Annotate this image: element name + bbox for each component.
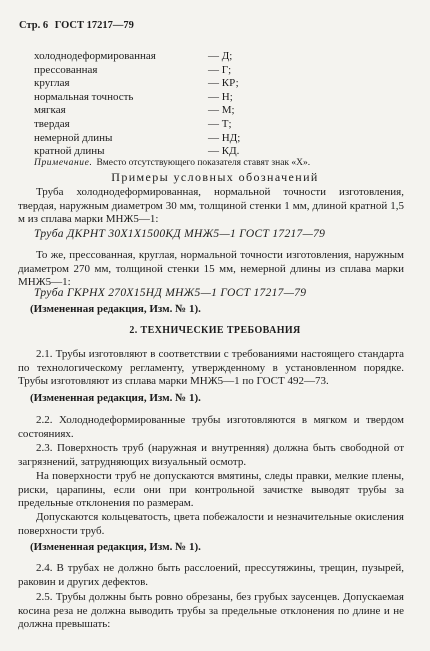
designation-row [34, 104, 298, 118]
designation-label: немерной длины [34, 131, 113, 144]
clause-2-1: 2.1. Трубы изготовляют в соответствии с требованиями настоящего стандарта по технологическому регламенту, утвержденному в установленном порядке. Трубы изготовляют из сплава марки МНЖ5—1 по ГОСТ 492—73. [18, 348, 404, 388]
clause-2-2: 2.2. Холоднодеформированные трубы изготовляются в мягком и твердом состояниях. [18, 414, 404, 440]
designation-label: нормальная точность [34, 90, 134, 103]
designation-code: — Г; [208, 63, 232, 76]
designation-list [34, 50, 298, 159]
note-label: Примечание. [34, 158, 93, 168]
designation-code: — КР; [208, 77, 239, 90]
designation-row [34, 64, 298, 78]
designation-row [34, 77, 298, 91]
note-text: Вместо отсутствующего показателя ставят знак «Х». [96, 158, 311, 168]
designation-label: круглая [34, 77, 70, 90]
designation-label: мягкая [34, 104, 66, 117]
section-heading: 2. ТЕХНИЧЕСКИЕ ТРЕБОВАНИЯ [129, 325, 301, 336]
amendment-note: (Измененная редакция, Изм. № 1). [30, 541, 201, 553]
designation-row [34, 145, 298, 159]
designation-row [34, 132, 298, 146]
example-1-formula: Труба ДКРНТ 30Х1Х1500КД МНЖ5—1 ГОСТ 17217—79 [34, 228, 326, 240]
designation-row [34, 118, 298, 132]
designation-label: прессованная [34, 63, 98, 76]
page-number: Стр. 6 [19, 20, 49, 31]
amendment-note: (Измененная редакция, Изм. № 1). [30, 303, 201, 315]
note [34, 158, 310, 168]
standard-number: ГОСТ 17217—79 [54, 20, 134, 31]
designation-code: — Т; [208, 117, 232, 130]
designation-row [34, 50, 298, 64]
clause-2-3-defects: На поверхности труб не допускаются вмятины, следы правки, мелкие плены, риски, царапины, если они при контрольной зачистке выводят трубы за предельные отклонения по размерам. [18, 470, 404, 510]
designation-code: — Н; [208, 90, 233, 103]
designation-label: твердая [34, 117, 70, 130]
page-header [19, 20, 134, 31]
designation-row [34, 91, 298, 105]
clause-2-4: 2.4. В трубах не должно быть расслоений, прессутяжины, трещин, пузырей, раковин и других дефектов. [18, 562, 404, 588]
examples-heading: Примеры условных обозначений [111, 170, 319, 184]
example-2-text: То же, прессованная, круглая, нормальной точности изготовления, наружным диаметром 270 мм, толщиной стенки 15 мм, немерной длины из сплава марки МНЖ5—1: [18, 249, 404, 289]
clause-2-5: 2.5. Трубы должны быть ровно обрезаны, без грубых заусенцев. Допускаемая косина реза не должна выводить трубы за предельные отклонения по длине и не должна превышать: [18, 591, 404, 631]
clause-2-3: 2.3. Поверхность труб (наружная и внутренняя) должна быть свободной от загрязнений, затрудняющих визуальный осмотр. [18, 442, 404, 468]
designation-code: — Д; [208, 50, 233, 62]
designation-code: — КД. [208, 145, 240, 158]
designation-code: — НД; [208, 131, 241, 144]
designation-label: кратной длины [34, 145, 105, 158]
clause-2-3-allowed: Допускаются кольцеватость, цвета побежалости и незначительные окисления поверхности труб. [18, 511, 404, 537]
designation-code: — М; [208, 104, 235, 117]
designation-label: холоднодеформированная [34, 50, 156, 62]
example-2-formula: Труба ГКРНХ 270Х15НД МНЖ5—1 ГОСТ 17217—79 [34, 287, 307, 299]
example-1-text: Труба холоднодеформированная, нормальной точности изготовления, твердая, наружным диаметром 30 мм, толщиной стенки 1 мм, длиной кратной 1,5 м из сплава марки МНЖ5—1: [18, 186, 404, 226]
amendment-note: (Измененная редакция, Изм. № 1). [30, 392, 201, 404]
